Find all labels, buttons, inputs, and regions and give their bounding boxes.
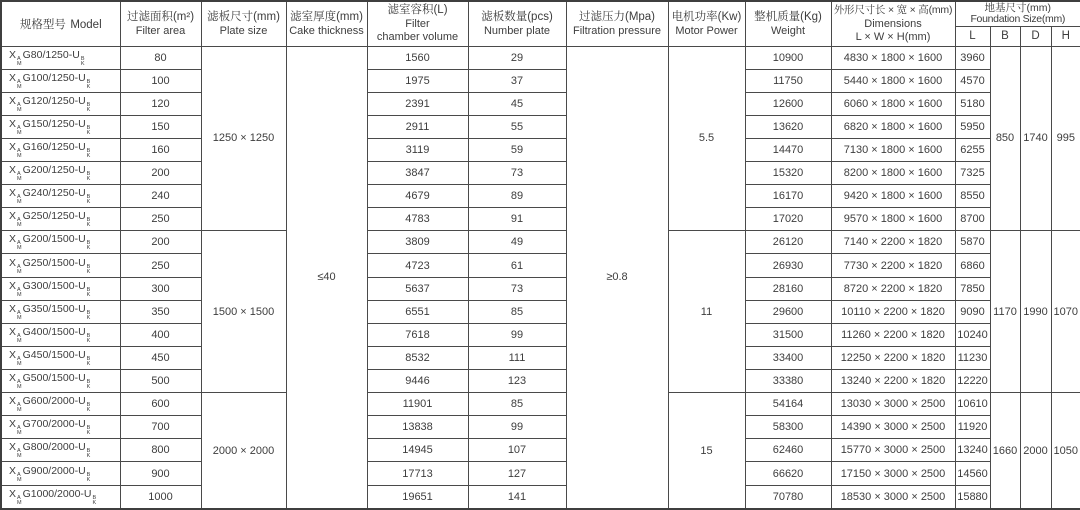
column-header-foundation-size (955, 1, 1080, 26)
foundation-l-cell: 13240 (955, 439, 990, 462)
plate-count-cell: 49 (468, 231, 566, 254)
weight-cell: 28160 (745, 277, 831, 300)
table-row (1, 69, 1080, 92)
weight-cell: 54164 (745, 393, 831, 416)
model-cell: X A M G240/1250-U B K (1, 185, 120, 208)
dimensions-cell: 14390 × 3000 × 2500 (831, 416, 955, 439)
model-prefix-supsub: A M (17, 332, 22, 344)
chamber-volume-cell: 19651 (367, 485, 468, 509)
model-cell: X A M G80/1250-U B K (1, 46, 120, 69)
motor-power-cell: 5.5 (668, 46, 745, 231)
model-cell: X A M G120/1250-U B K (1, 92, 120, 115)
filter-area-cell: 400 (120, 323, 201, 346)
dimensions-cell: 6820 × 1800 × 1600 (831, 115, 955, 138)
model-prefix-supsub: A M (17, 494, 22, 506)
filter-area-cell: 500 (120, 370, 201, 393)
dimensions-cell: 13240 × 2200 × 1820 (831, 370, 955, 393)
foundation-h-cell: 1070 (1051, 231, 1080, 393)
table-row (1, 346, 1080, 369)
plate-count-cell: 61 (468, 254, 566, 277)
header-dimensions-zh: 外形尺寸长 × 宽 × 高(mm) (833, 4, 953, 17)
filter-area-cell: 800 (120, 439, 201, 462)
foundation-l-cell: 10610 (955, 393, 990, 416)
foundation-l-cell: 14560 (955, 462, 990, 485)
plate-count-cell: 89 (468, 185, 566, 208)
chamber-volume-cell: 5637 (367, 277, 468, 300)
weight-cell: 26930 (745, 254, 831, 277)
header-chamber-volume-zh: 滤室容积(L) (387, 4, 448, 17)
table-row (1, 277, 1080, 300)
model-prefix-supsub: A M (17, 78, 22, 90)
header-motor-power-en: Motor Power (675, 24, 738, 37)
model-prefix-supsub: A M (17, 425, 22, 437)
filter-area-cell: 160 (120, 138, 201, 161)
table-row (1, 323, 1080, 346)
header-model-zh: 规格型号 (19, 18, 66, 31)
spec-table-body (1, 46, 1080, 509)
dimensions-cell: 12250 × 2200 × 1820 (831, 346, 955, 369)
header-foundation-zh: 地基尺寸(mm) (984, 1, 1052, 14)
weight-cell: 62460 (745, 439, 831, 462)
column-header-cake-thickness (286, 1, 367, 46)
weight-cell: 29600 (745, 300, 831, 323)
table-row (1, 370, 1080, 393)
column-header-motor-power (668, 1, 745, 46)
table-row (1, 162, 1080, 185)
chamber-volume-cell: 3847 (367, 162, 468, 185)
chamber-volume-cell: 2391 (367, 92, 468, 115)
plate-count-cell: 99 (468, 416, 566, 439)
chamber-volume-cell: 9446 (367, 370, 468, 393)
cake-thickness-cell: ≤40 (286, 46, 367, 509)
filter-area-cell: 600 (120, 393, 201, 416)
dimensions-cell: 17150 × 3000 × 2500 (831, 462, 955, 485)
table-row (1, 231, 1080, 254)
header-filtration-pressure-en: Filtration pressure (572, 24, 662, 37)
column-header-foundation-b: B (990, 26, 1020, 46)
table-row (1, 92, 1080, 115)
header-weight-zh: 整机质量(Kg) (754, 10, 822, 23)
model-suffix-supsub: B K (86, 124, 91, 136)
foundation-l-cell: 12220 (955, 370, 990, 393)
plate-count-cell: 59 (468, 138, 566, 161)
filtration-pressure-cell: ≥0.8 (566, 46, 668, 509)
column-header-weight (745, 1, 831, 46)
plate-size-cell: 1250 × 1250 (201, 46, 286, 231)
table-row (1, 485, 1080, 509)
foundation-h-cell: 995 (1051, 46, 1080, 231)
filter-area-cell: 1000 (120, 485, 201, 509)
plate-count-cell: 73 (468, 162, 566, 185)
header-plate-size-en: Plate size (219, 24, 268, 37)
column-header-dimensions (831, 1, 955, 46)
foundation-l-cell: 5870 (955, 231, 990, 254)
chamber-volume-cell: 14945 (367, 439, 468, 462)
chamber-volume-cell: 4723 (367, 254, 468, 277)
weight-cell: 14470 (745, 138, 831, 161)
model-suffix-supsub: B K (86, 171, 91, 183)
header-filter-area-zh: 过滤面积(m²) (126, 10, 195, 23)
weight-cell: 17020 (745, 208, 831, 231)
filter-area-cell: 240 (120, 185, 201, 208)
plate-count-cell: 141 (468, 485, 566, 509)
model-prefix-supsub: A M (17, 101, 22, 113)
foundation-b-cell: 850 (990, 46, 1020, 231)
plate-count-cell: 127 (468, 462, 566, 485)
model-suffix-supsub: B K (86, 263, 91, 275)
model-prefix-supsub: A M (17, 194, 22, 206)
column-header-foundation-l: L (955, 26, 990, 46)
weight-cell: 33380 (745, 370, 831, 393)
foundation-l-cell: 11920 (955, 416, 990, 439)
model-suffix-supsub: B K (86, 147, 91, 159)
plate-count-cell: 91 (468, 208, 566, 231)
model-prefix-supsub: A M (17, 147, 22, 159)
filter-area-cell: 700 (120, 416, 201, 439)
model-cell: X A M G200/1250-U B K (1, 162, 120, 185)
weight-cell: 26120 (745, 231, 831, 254)
foundation-l-cell: 6860 (955, 254, 990, 277)
filter-area-cell: 300 (120, 277, 201, 300)
model-cell: X A M G900/2000-U B K (1, 462, 120, 485)
dimensions-cell: 15770 × 3000 × 2500 (831, 439, 955, 462)
dimensions-cell: 9570 × 1800 × 1600 (831, 208, 955, 231)
plate-count-cell: 73 (468, 277, 566, 300)
motor-power-cell: 15 (668, 393, 745, 509)
plate-size-cell: 2000 × 2000 (201, 393, 286, 509)
model-cell: X A M G400/1500-U B K (1, 323, 120, 346)
chamber-volume-cell: 7618 (367, 323, 468, 346)
model-suffix-supsub: B K (86, 78, 91, 90)
filter-area-cell: 100 (120, 69, 201, 92)
foundation-h-cell: 1050 (1051, 393, 1080, 509)
column-header-chamber-volume (367, 1, 468, 46)
table-row (1, 46, 1080, 69)
model-suffix-supsub: B K (86, 286, 91, 298)
model-prefix-supsub: A M (17, 171, 22, 183)
model-cell: X A M G700/2000-U B K (1, 416, 120, 439)
weight-cell: 66620 (745, 462, 831, 485)
filter-area-cell: 120 (120, 92, 201, 115)
dimensions-cell: 13030 × 3000 × 2500 (831, 393, 955, 416)
header-cake-thickness-zh: 滤室厚度(mm) (290, 10, 363, 23)
weight-cell: 58300 (745, 416, 831, 439)
header-filter-area-en: Filter area (135, 24, 186, 37)
model-prefix-supsub: A M (17, 402, 22, 414)
model-cell: X A M G1000/2000-U B K (1, 485, 120, 509)
chamber-volume-cell: 17713 (367, 462, 468, 485)
filter-area-cell: 80 (120, 46, 201, 69)
plate-count-cell: 37 (468, 69, 566, 92)
dimensions-cell: 10110 × 2200 × 1820 (831, 300, 955, 323)
chamber-volume-cell: 1560 (367, 46, 468, 69)
model-cell: X A M G450/1500-U B K (1, 346, 120, 369)
filter-area-cell: 200 (120, 162, 201, 185)
dimensions-cell: 11260 × 2200 × 1820 (831, 323, 955, 346)
weight-cell: 31500 (745, 323, 831, 346)
model-prefix-supsub: A M (17, 263, 22, 275)
weight-cell: 10900 (745, 46, 831, 69)
model-prefix-supsub: A M (17, 471, 22, 483)
weight-cell: 16170 (745, 185, 831, 208)
chamber-volume-cell: 3119 (367, 138, 468, 161)
table-row (1, 208, 1080, 231)
header-dimensions-en2: L × W × H(mm) (855, 31, 931, 44)
column-header-foundation-d: D (1020, 26, 1051, 46)
chamber-volume-cell: 8532 (367, 346, 468, 369)
header-model-en: Model (70, 18, 102, 31)
dimensions-cell: 18530 × 3000 × 2500 (831, 485, 955, 509)
model-prefix-supsub: A M (17, 124, 22, 136)
dimensions-cell: 6060 × 1800 × 1600 (831, 92, 955, 115)
foundation-l-cell: 10240 (955, 323, 990, 346)
column-header-foundation-h: H (1051, 26, 1080, 46)
foundation-l-cell: 3960 (955, 46, 990, 69)
table-row (1, 138, 1080, 161)
foundation-l-cell: 9090 (955, 300, 990, 323)
foundation-l-cell: 7325 (955, 162, 990, 185)
foundation-l-cell: 6255 (955, 138, 990, 161)
table-row (1, 393, 1080, 416)
table-row (1, 462, 1080, 485)
plate-count-cell: 85 (468, 300, 566, 323)
model-prefix-supsub: A M (17, 448, 22, 460)
header-number-plate-zh: 滤板数量(pcs) (481, 10, 553, 23)
filter-area-cell: 250 (120, 208, 201, 231)
table-row (1, 254, 1080, 277)
header-plate-size-zh: 滤板尺寸(mm) (207, 10, 280, 23)
model-suffix-supsub: B K (86, 332, 91, 344)
foundation-l-cell: 11230 (955, 346, 990, 369)
column-header-plate-size (201, 1, 286, 46)
table-row (1, 300, 1080, 323)
foundation-b-cell: 1170 (990, 231, 1020, 393)
filter-area-cell: 900 (120, 462, 201, 485)
model-prefix-supsub: A M (17, 240, 22, 252)
chamber-volume-cell: 11901 (367, 393, 468, 416)
table-row (1, 416, 1080, 439)
filter-area-cell: 250 (120, 254, 201, 277)
weight-cell: 15320 (745, 162, 831, 185)
column-header-filtration-pressure (566, 1, 668, 46)
model-prefix-supsub: A M (17, 355, 22, 367)
plate-count-cell: 29 (468, 46, 566, 69)
foundation-b-cell: 1660 (990, 393, 1020, 509)
model-cell: X A M G500/1500-U B K (1, 370, 120, 393)
table-row (1, 185, 1080, 208)
model-prefix-supsub: A M (17, 55, 22, 67)
model-suffix-supsub: B K (86, 379, 91, 391)
foundation-l-cell: 15880 (955, 485, 990, 509)
plate-count-cell: 123 (468, 370, 566, 393)
model-prefix-supsub: A M (17, 286, 22, 298)
foundation-l-cell: 8550 (955, 185, 990, 208)
column-header-number-plate (468, 1, 566, 46)
chamber-volume-cell: 4679 (367, 185, 468, 208)
weight-cell: 13620 (745, 115, 831, 138)
model-suffix-supsub: B K (86, 425, 91, 437)
chamber-volume-cell: 2911 (367, 115, 468, 138)
header-number-plate-en: Number plate (483, 24, 551, 37)
weight-cell: 33400 (745, 346, 831, 369)
dimensions-cell: 7130 × 1800 × 1600 (831, 138, 955, 161)
plate-count-cell: 85 (468, 393, 566, 416)
chamber-volume-cell: 13838 (367, 416, 468, 439)
model-cell: X A M G200/1500-U B K (1, 231, 120, 254)
header-chamber-volume-en: Filter (405, 18, 430, 31)
model-suffix-supsub: B K (86, 471, 91, 483)
model-suffix-supsub: B K (86, 101, 91, 113)
table-row (1, 439, 1080, 462)
chamber-volume-cell: 6551 (367, 300, 468, 323)
filter-area-cell: 350 (120, 300, 201, 323)
model-suffix-supsub: B K (86, 402, 91, 414)
model-suffix-supsub: B K (80, 55, 85, 67)
dimensions-cell: 7140 × 2200 × 1820 (831, 231, 955, 254)
dimensions-cell: 8720 × 2200 × 1820 (831, 277, 955, 300)
model-cell: X A M G350/1500-U B K (1, 300, 120, 323)
column-header-filter-area (120, 1, 201, 46)
model-suffix-supsub: B K (86, 194, 91, 206)
header-dimensions-en: Dimensions (864, 18, 922, 31)
model-cell: X A M G300/1500-U B K (1, 277, 120, 300)
model-cell: X A M G160/1250-U B K (1, 138, 120, 161)
model-cell: X A M G250/1250-U B K (1, 208, 120, 231)
model-suffix-supsub: B K (86, 240, 91, 252)
model-cell: X A M G800/2000-U B K (1, 439, 120, 462)
weight-cell: 11750 (745, 69, 831, 92)
weight-cell: 12600 (745, 92, 831, 115)
model-cell: X A M G150/1250-U B K (1, 115, 120, 138)
model-suffix-supsub: B K (86, 309, 91, 321)
model-suffix-supsub: B K (92, 494, 97, 506)
filter-area-cell: 200 (120, 231, 201, 254)
dimensions-cell: 7730 × 2200 × 1820 (831, 254, 955, 277)
column-header-model (1, 1, 120, 46)
model-cell: X A M G250/1500-U B K (1, 254, 120, 277)
plate-size-cell: 1500 × 1500 (201, 231, 286, 393)
table-row (1, 115, 1080, 138)
model-prefix-supsub: A M (17, 309, 22, 321)
model-prefix-supsub: A M (17, 217, 22, 229)
foundation-d-cell: 2000 (1020, 393, 1051, 509)
header-foundation-en: Foundation Size(mm) (970, 12, 1066, 25)
header-weight-en: Weight (770, 24, 806, 37)
dimensions-cell: 5440 × 1800 × 1600 (831, 69, 955, 92)
plate-count-cell: 107 (468, 439, 566, 462)
dimensions-cell: 4830 × 1800 × 1600 (831, 46, 955, 69)
weight-cell: 70780 (745, 485, 831, 509)
foundation-l-cell: 4570 (955, 69, 990, 92)
foundation-l-cell: 8700 (955, 208, 990, 231)
plate-count-cell: 111 (468, 346, 566, 369)
table-header (1, 1, 1080, 46)
header-motor-power-zh: 电机功率(Kw) (671, 10, 742, 23)
filter-area-cell: 150 (120, 115, 201, 138)
model-cell: X A M G600/2000-U B K (1, 393, 120, 416)
chamber-volume-cell: 3809 (367, 231, 468, 254)
filter-area-cell: 450 (120, 346, 201, 369)
model-cell: X A M G100/1250-U B K (1, 69, 120, 92)
model-suffix-supsub: B K (86, 355, 91, 367)
chamber-volume-cell: 4783 (367, 208, 468, 231)
model-suffix-supsub: B K (86, 217, 91, 229)
foundation-l-cell: 5180 (955, 92, 990, 115)
dimensions-cell: 9420 × 1800 × 1600 (831, 185, 955, 208)
foundation-d-cell: 1740 (1020, 46, 1051, 231)
plate-count-cell: 45 (468, 92, 566, 115)
header-filtration-pressure-zh: 过滤压力(Mpa) (578, 10, 656, 23)
model-suffix-supsub: B K (86, 448, 91, 460)
header-cake-thickness-en: Cake thickness (289, 24, 364, 37)
dimensions-cell: 8200 × 1800 × 1600 (831, 162, 955, 185)
chamber-volume-cell: 1975 (367, 69, 468, 92)
foundation-l-cell: 5950 (955, 115, 990, 138)
header-chamber-volume-en2: chamber volume (376, 31, 459, 44)
foundation-d-cell: 1990 (1020, 231, 1051, 393)
model-prefix-supsub: A M (17, 379, 22, 391)
foundation-l-cell: 7850 (955, 277, 990, 300)
plate-count-cell: 99 (468, 323, 566, 346)
motor-power-cell: 11 (668, 231, 745, 393)
plate-count-cell: 55 (468, 115, 566, 138)
